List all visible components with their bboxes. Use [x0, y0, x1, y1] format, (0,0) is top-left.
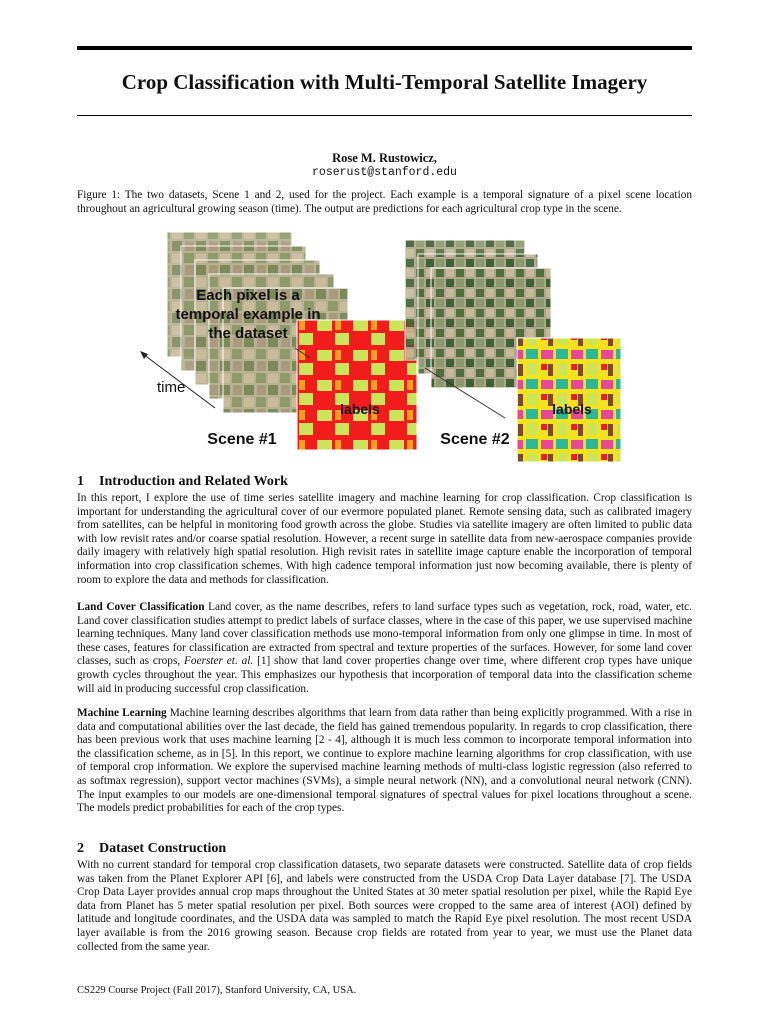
ml-lead: Machine Learning	[77, 707, 167, 719]
section-2-heading	[77, 841, 226, 857]
footer-note: CS229 Course Project (Fall 2017), Stanford University, CA, USA.	[77, 985, 357, 996]
time-arrow-head	[140, 351, 148, 359]
figure-overlay-line3: the dataset	[208, 325, 288, 342]
section-2-title: Dataset Construction	[99, 841, 227, 856]
paper-title: Crop Classification with Multi-Temporal Satellite Imagery	[121, 70, 648, 94]
section-1-heading	[77, 474, 288, 490]
figure-overlay-line2: temporal example in	[175, 306, 321, 323]
scene1-labels-text: labels	[340, 401, 380, 417]
intro-paragraph: In this report, I explore the use of time series satellite imagery and machine learning for crop classification. Crop classification is important for understanding the agricultural cover of our evermore populated planet. Remote sensing data, such as calibrated imagery from satellites, can be helpful in monitoring food growth across the globe. Studies via satellite imagery are often limited to public data with low revisit rates and/or coarse spatial resolution. However, a recent surge in satellite data from new-aerospace companies provide daily imagery with relatively high spatial resolution. High revisit rates in satellite image capture enable the incorporation of temporal information into crop classification schemes. With high cadence temporal information just now becoming available, there is plenty of room to explore the data and methods for classification.	[77, 492, 692, 586]
section-1-number: 1	[77, 474, 84, 489]
scene2-label: Scene #2	[440, 431, 510, 448]
scene2-labels-text: labels	[552, 401, 592, 417]
figure-overlay-line1: Each pixel is a	[196, 287, 300, 304]
scene2-labels-map	[517, 338, 621, 462]
time-label: time	[157, 379, 186, 396]
land-cover-lead: Land Cover Classification	[77, 601, 205, 613]
ml-text: Machine learning describes algorithms that learn from data rather than being explicitly programmed. With a rise in data and computational abilities over the last decade, the field has gained tremendous popularity. In regards to crop classification, there has been previous work that uses machine learning [2 - 4], although it is much less common to incorporate temporal information into the classification scheme, as in [5]. In this report, we continue to explore machine learning algorithms for crop classification, with use of temporal crop information. We explore the supervised machine learning methods of multi-class logistic regression (also referred to as softmax regression), support vector machines (SVMs), a simple neural network (NN), and a convolutional neural network (CNN). The input examples to our models are one-dimensional temporal signatures of spectral values for pixel locations throughout a scene. The models predict probabilities for each of the crop types.	[77, 707, 692, 815]
section-1-title: Introduction and Related Work	[99, 474, 288, 489]
land-cover-citation: Foerster et. al.	[184, 655, 254, 668]
land-cover-text-before: Land cover, as the name describes, refers to land surface types such as vegetation, rock, road, water, etc. Land cover classification studies attempt to predict labels of surface classes, where in the case of this paper, we use supervised machine learning techniques. Many land cover classification methods use mono-temporal information from only one glimpse in time. In most of these cases, features for classification are extracted from spectral and texture properties of the surfaces. However, for some land cover classes, such as crops,	[77, 601, 692, 668]
land-cover-text-after: [1] show that land cover properties change over time, where different crop types have unique growth cycles throughout the year. This emphasizes our hypothesis that incorporation of temporal data into the classification scheme will aid in producing successful crop classification.	[77, 655, 692, 695]
dataset-paragraph: With no current standard for temporal crop classification datasets, two separate datasets were constructed. Satellite data of crop fields was taken from the Planet Explorer API [6], and labels were constructed from the USDA Crop Data Layer database [7]. The USDA Crop Data Layer provides annual crop maps throughout the United States at 30 meter spatial resolution per pixel, while the Rapid Eye data from Planet has 5 meter spatial resolution per pixel. Both sources were cropped to the same area of interest (AOI) defined by latitude and longitude coordinates, and the USDA data was sampled to match the Rapid Eye pixel resolution. The most recent USDA layer available is from the 2016 growing season. Because crop fields are rotated from year to year, we must use the Planet data collected from the same year.	[77, 859, 692, 953]
figure-1	[135, 228, 625, 468]
section-2-number: 2	[77, 841, 84, 856]
ml-paragraph	[77, 707, 692, 816]
figure-caption: Figure 1: The two datasets, Scene 1 and 2, used for the project. Each example is a temporal signature of a pixel scene location throughout an agricultural growing season (time). The output are predictions for each agricultural crop type in the scene.	[77, 189, 692, 215]
scene1-labels-map	[297, 320, 417, 450]
top-rule	[77, 46, 692, 50]
title-rule	[77, 115, 692, 116]
land-cover-paragraph	[77, 601, 692, 696]
scene1-label: Scene #1	[207, 431, 277, 448]
author-name: Rose M. Rustowicz,	[332, 151, 437, 165]
author-email: roserust@stanford.edu	[312, 166, 457, 179]
